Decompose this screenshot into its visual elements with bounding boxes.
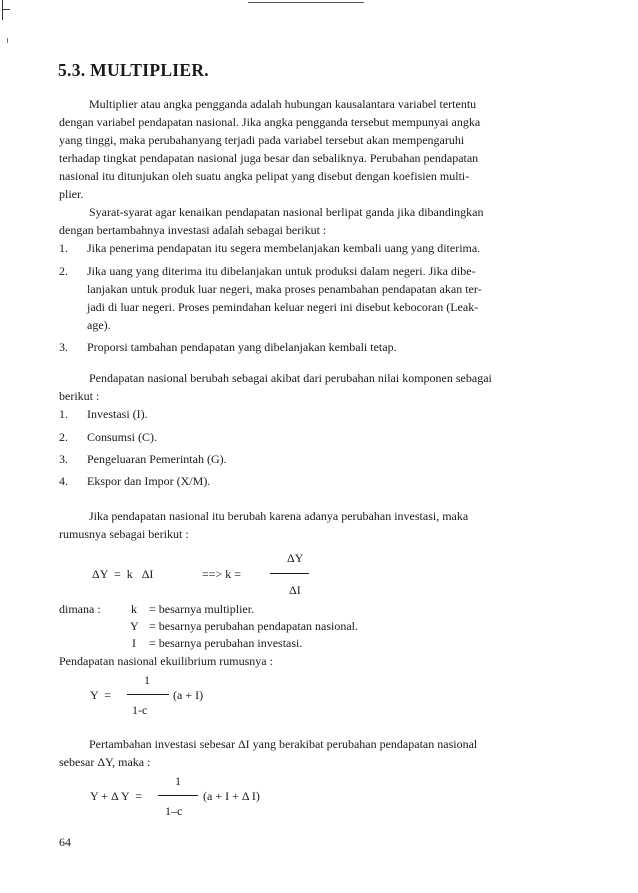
formula3-denominator: 1–c	[165, 804, 183, 818]
formula2-rhs: (a + I)	[173, 688, 204, 702]
conditions-paragraph	[59, 203, 581, 239]
definition-text: = besarnya multiplier.	[149, 602, 255, 616]
list-number: 1.	[59, 407, 68, 421]
list-number: 4.	[59, 474, 68, 488]
components-paragraph	[59, 369, 581, 405]
formula1-denominator: ΔI	[289, 583, 301, 597]
formula2-denominator: 1-c	[132, 703, 148, 717]
crop-mark	[2, 0, 3, 20]
definition-symbol: I	[132, 636, 136, 650]
intro-line: Multiplier atau angka pengganda adalah hubungan kausalantara variabel tertentu	[89, 97, 477, 111]
formula1-arrow: ==> k =	[202, 567, 242, 581]
formula2-fraction-bar	[127, 694, 169, 695]
condition-line: lanjakan untuk produk luar negeri, maka proses penambahan pendapatan akan ter-	[87, 282, 482, 296]
definitions-label: dimana :	[59, 602, 101, 616]
increase-line: sebesar ΔY, maka :	[59, 755, 151, 769]
intro-line: terhadap tingkat pendapatan nasional juga besar dan sebaliknya. Perubahan pendapatan	[59, 151, 479, 165]
formula3-lhs: Y + Δ Y =	[90, 789, 143, 803]
investment-paragraph	[59, 507, 581, 543]
formula1-numerator: ΔY	[287, 551, 304, 565]
top-rule	[248, 2, 364, 3]
intro-line: dengan variabel pendapatan nasional. Jika angka pengganda tersebut mempunyai angka	[59, 115, 481, 129]
margin-tick	[7, 38, 8, 43]
intro-line: yang tinggi, maka perubahanyang terjadi pada variabel tersebut akan mempengaruhi	[59, 133, 465, 147]
increase-paragraph	[59, 735, 581, 771]
formula2-lhs: Y =	[90, 688, 111, 702]
list-number: 2.	[59, 430, 68, 444]
condition-line: Jika uang yang diterima itu dibelanjakan untuk produksi dalam negeri. Jika dibe-	[87, 264, 476, 278]
intro-paragraph	[59, 95, 581, 203]
components-line: berikut :	[59, 389, 100, 403]
formula3-rhs: (a + I + Δ I)	[203, 789, 260, 803]
components-line: Pendapatan nasional berubah sebagai akibat dari perubahan nilai komponen sebagai	[89, 371, 492, 385]
condition-item	[87, 338, 581, 356]
formula1-lhs: ΔY = k ΔI	[92, 567, 154, 581]
definition-text: = besarnya perubahan investasi.	[149, 636, 303, 650]
page-number: 64	[59, 835, 71, 849]
formula1-fraction-bar	[270, 573, 309, 574]
component-item: Ekspor dan Impor (X/M).	[87, 474, 211, 488]
conditions-line: dengan bertambahnya investasi adalah sebagai berikut :	[59, 223, 327, 237]
list-number: 3.	[59, 340, 68, 354]
intro-line: plier.	[59, 187, 84, 201]
section-title: 5.3. MULTIPLIER.	[58, 60, 209, 80]
definition-text: = besarnya perubahan pendapatan nasional.	[149, 619, 359, 633]
list-number: 1.	[59, 241, 68, 255]
condition-item	[87, 239, 581, 257]
component-item: Pengeluaran Pemerintah (G).	[87, 452, 227, 466]
list-number: 2.	[59, 264, 68, 278]
condition-item	[87, 262, 581, 334]
formula3-fraction-bar	[158, 795, 198, 796]
definition-symbol: k	[131, 602, 137, 616]
component-item: Consumsi (C).	[87, 430, 158, 444]
crop-mark	[2, 9, 10, 10]
condition-line: Proporsi tambahan pendapatan yang dibelanjakan kembali tetap.	[87, 340, 397, 354]
component-item: Investasi (I).	[87, 407, 148, 421]
increase-line: Pertambahan investasi sebesar ΔI yang berakibat perubahan pendapatan nasional	[89, 737, 478, 751]
formula3-numerator: 1	[175, 774, 181, 788]
formula2-numerator: 1	[144, 673, 150, 687]
conditions-line: Syarat-syarat agar kenaikan pendapatan nasional berlipat ganda jika dibandingkan	[89, 205, 484, 219]
investment-line: rumusnya sebagai berikut :	[59, 527, 189, 541]
list-number: 3.	[59, 452, 68, 466]
condition-line: Jika penerima pendapatan itu segera membelanjakan kembali uang yang diterima.	[87, 241, 481, 255]
condition-line: jadi di luar negeri. Proses pemindahan keluar negeri ini disebut kebocoran (Leak-	[87, 300, 479, 314]
condition-line: age).	[87, 318, 111, 332]
equilibrium-text: Pendapatan nasional ekuilibrium rumusnya :	[59, 654, 273, 668]
definition-symbol: Y	[130, 619, 139, 633]
investment-line: Jika pendapatan nasional itu berubah karena adanya perubahan investasi, maka	[89, 509, 469, 523]
intro-line: nasional itu ditunjukan oleh suatu angka pelipat yang disebut dengan koefisien multi-	[59, 169, 470, 183]
